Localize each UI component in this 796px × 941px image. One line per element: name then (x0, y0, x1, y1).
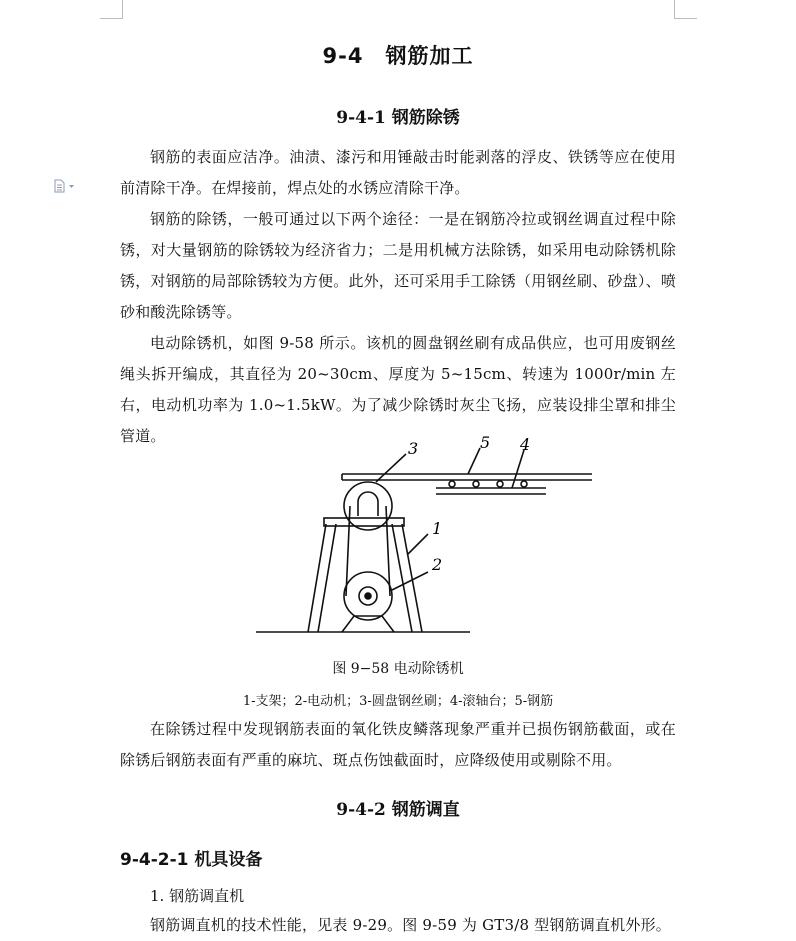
figure-electric-derusting-machine (256, 430, 592, 638)
paragraph-5: 钢筋调直机的技术性能，见表 9-29。图 9-59 为 GT3/8 型钢筋调直机外形。 (150, 916, 671, 934)
paragraph-1: 钢筋的表面应洁净。油渍、漆污和用锤敲击时能剥落的浮皮、铁锈等应在使用前清除干净。在焊接前，焊点处的水锈应清除干净。 (120, 148, 676, 197)
section-heading-rust-removal: 9-4-1 钢筋除锈 (336, 108, 460, 128)
figure-caption: 图 9−58 电动除锈机 (332, 661, 464, 677)
figure-label-5: 5 (480, 433, 491, 452)
subsection-heading-equipment: 9-4-2-1 机具设备 (120, 850, 263, 870)
figure-label-1: 1 (432, 519, 443, 538)
figure-label-3: 3 (408, 439, 419, 458)
crop-mark-top-right (674, 0, 697, 19)
figure-label-2: 2 (432, 555, 443, 574)
figure-label-4: 4 (520, 435, 531, 454)
paragraph-2: 钢筋的除锈，一般可通过以下两个途径：一是在钢筋冷拉或钢丝调直过程中除锈，对大量钢筋的除锈较为经济省力；二是用机械方法除锈，如采用电动除锈机除锈，对钢筋的局部除锈较为方便。此外，还可采用手工除锈（用钢丝刷、砂盘）、喷砂和酸洗除锈等。 (120, 210, 676, 321)
section-heading-straightening: 9-4-2 钢筋调直 (336, 800, 460, 820)
page-title: 9-4 钢筋加工 (322, 44, 474, 68)
figure-legend: 1-支架；2-电动机；3-圆盘钢丝刷；4-滚轴台；5-钢筋 (242, 694, 554, 709)
document-icon[interactable] (54, 179, 76, 193)
paragraph-4: 在除锈过程中发现钢筋表面的氧化铁皮鳞落现象严重并已损伤钢筋截面，或在除锈后钢筋表面有严重的麻坑、斑点伤蚀截面时，应降级使用或剔除不用。 (120, 720, 676, 769)
crop-mark-top-left (100, 0, 123, 19)
paragraph-3: 电动除锈机，如图 9-58 所示。该机的圆盘钢丝刷有成品供应，也可用废钢丝绳头拆开编成，其直径为 20~30cm、厚度为 5~15cm、转速为 1000r/min 左右，电动机功率为 1.0~1.5kW。为了减少除锈时灰尘飞扬，应装设排尘罩和排尘管道。 (120, 334, 676, 445)
list-item-straightening-machine: 1. 钢筋调直机 (150, 887, 245, 905)
